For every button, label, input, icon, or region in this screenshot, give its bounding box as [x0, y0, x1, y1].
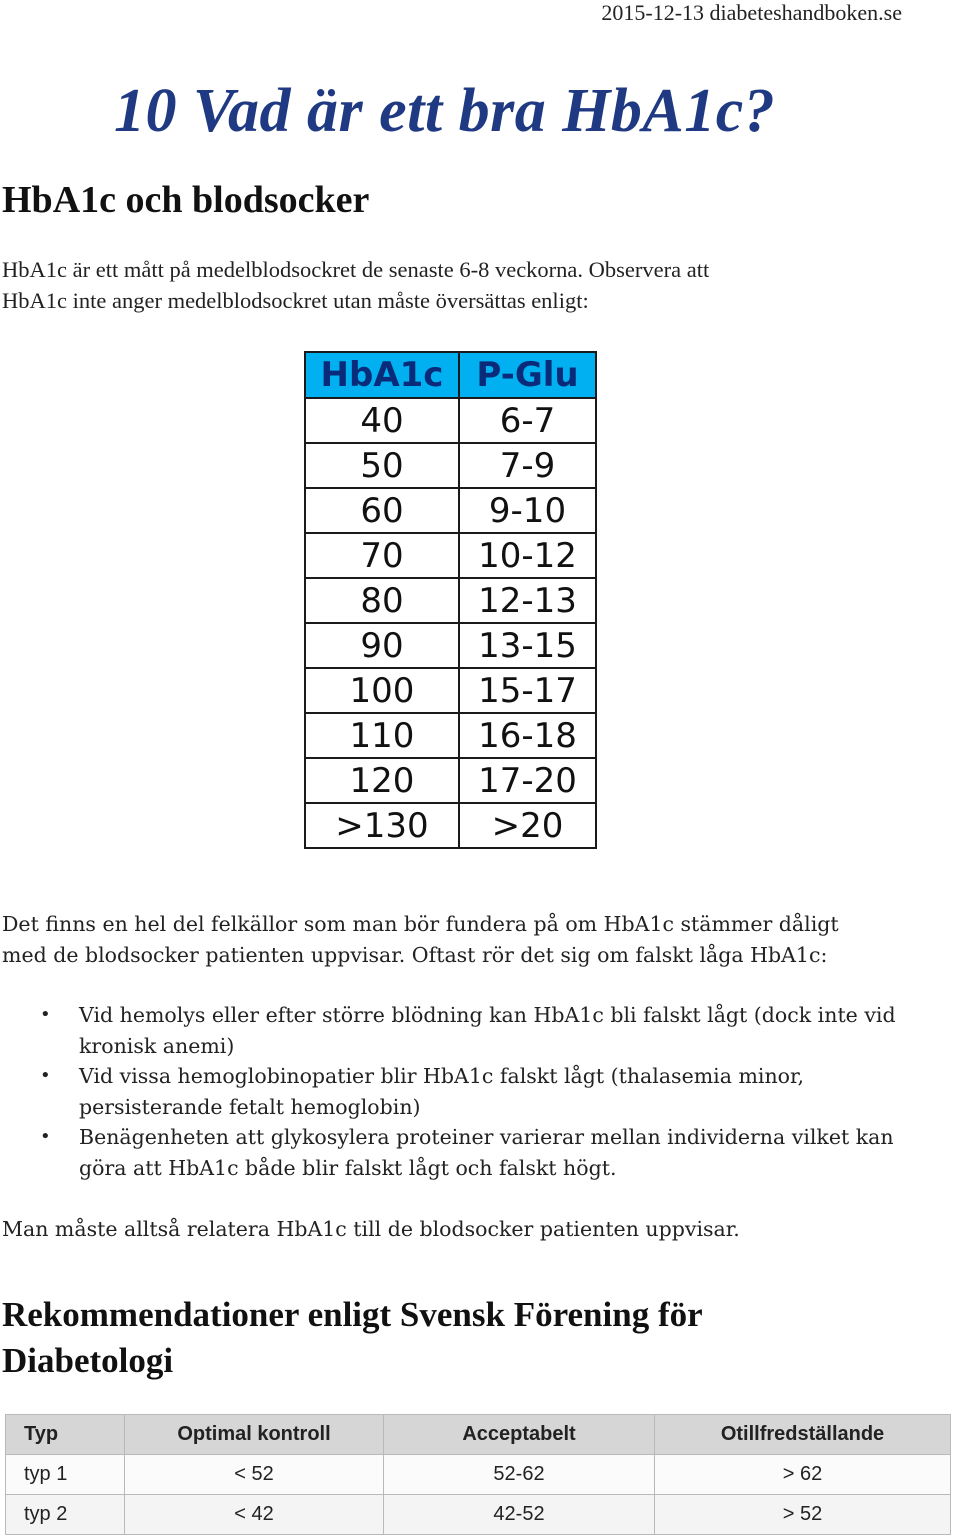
intro-line-2: HbA1c inte anger medelblodsockret utan måste översättas enligt:: [2, 288, 589, 313]
cell-pglu: 13-15: [459, 623, 596, 668]
cell-optimal: < 52: [125, 1455, 384, 1495]
cell-pglu: 6-7: [459, 398, 596, 443]
intro-line-1: HbA1c är ett mått på medelblodsockret de senaste 6-8 veckorna. Observera att: [2, 257, 710, 282]
column-header-optimal: Optimal kontroll: [125, 1415, 384, 1455]
table-header-row: [305, 352, 596, 398]
table-row: [305, 488, 596, 533]
intro-paragraph: [2, 254, 902, 316]
cell-unsatisfactory: > 62: [655, 1455, 951, 1495]
cell-hba1c: 90: [305, 623, 459, 668]
recommendations-table: [5, 1414, 951, 1535]
cell-hba1c: 40: [305, 398, 459, 443]
cell-pglu: 10-12: [459, 533, 596, 578]
page-title: 10 Vad är ett bra HbA1c?: [114, 77, 776, 145]
cell-pglu: 17-20: [459, 758, 596, 803]
table-row: [305, 623, 596, 668]
cell-pglu: 15-17: [459, 668, 596, 713]
recommendations-heading-line-1: Rekommendationer enligt Svensk Förening för: [2, 1295, 703, 1334]
column-header-unsatisfactory: Otillfredställande: [655, 1415, 951, 1455]
table-row: [305, 578, 596, 623]
section-heading-recommendations: [2, 1292, 703, 1384]
table-row: [6, 1455, 951, 1495]
cell-pglu: 7-9: [459, 443, 596, 488]
error-sources-line-1: Det finns en hel del felkällor som man bör fundera på om HbA1c stämmer dåligt: [2, 912, 839, 936]
table-row: [305, 443, 596, 488]
cell-typ: typ 2: [6, 1495, 125, 1535]
page-header-date-site: 2015-12-13 diabeteshandboken.se: [601, 0, 902, 25]
cell-acceptable: 52-62: [384, 1455, 655, 1495]
cell-hba1c: 60: [305, 488, 459, 533]
list-item: • Vid hemolys eller efter större blödning kan HbA1c bli falskt lågt (dock inte vid kronisk anemi): [40, 1000, 920, 1061]
column-header-pglu: P-Glu: [459, 352, 596, 398]
cell-pglu: 9-10: [459, 488, 596, 533]
table-row: [305, 668, 596, 713]
error-sources-list: [40, 1000, 920, 1183]
list-item: • Benägenheten att glykosylera proteiner varierar mellan individerna vilket kan göra att HbA1c både blir falskt lågt och falskt högt.: [40, 1122, 920, 1183]
cell-pglu: 12-13: [459, 578, 596, 623]
conclusion-paragraph: Man måste alltså relatera HbA1c till de blodsocker patienten uppvisar.: [2, 1217, 740, 1241]
column-header-typ: Typ: [6, 1415, 125, 1455]
table-header-row: [6, 1415, 951, 1455]
column-header-acceptable: Acceptabelt: [384, 1415, 655, 1455]
cell-pglu: 16-18: [459, 713, 596, 758]
cell-acceptable: 42-52: [384, 1495, 655, 1535]
cell-unsatisfactory: > 52: [655, 1495, 951, 1535]
table-row: [305, 713, 596, 758]
cell-hba1c: 70: [305, 533, 459, 578]
recommendations-heading-line-2: Diabetologi: [2, 1341, 174, 1380]
cell-hba1c: 80: [305, 578, 459, 623]
table-row: [305, 758, 596, 803]
hba1c-pglu-table: [304, 351, 597, 849]
table-row: [6, 1495, 951, 1535]
cell-hba1c: >130: [305, 803, 459, 848]
list-item: • Vid vissa hemoglobinopatier blir HbA1c falskt lågt (thalasemia minor, persisterande fetalt hemoglobin): [40, 1061, 920, 1122]
cell-optimal: < 42: [125, 1495, 384, 1535]
cell-hba1c: 50: [305, 443, 459, 488]
cell-hba1c: 120: [305, 758, 459, 803]
cell-typ: typ 1: [6, 1455, 125, 1495]
error-sources-line-2: med de blodsocker patienten uppvisar. Oftast rör det sig om falskt låga HbA1c:: [2, 943, 828, 967]
table-row: [305, 398, 596, 443]
table-row: [305, 533, 596, 578]
section-heading-hba1c: HbA1c och blodsocker: [2, 179, 370, 221]
cell-pglu: >20: [459, 803, 596, 848]
column-header-hba1c: HbA1c: [305, 352, 459, 398]
cell-hba1c: 100: [305, 668, 459, 713]
error-sources-paragraph: [2, 909, 912, 971]
table-row: [305, 803, 596, 848]
cell-hba1c: 110: [305, 713, 459, 758]
